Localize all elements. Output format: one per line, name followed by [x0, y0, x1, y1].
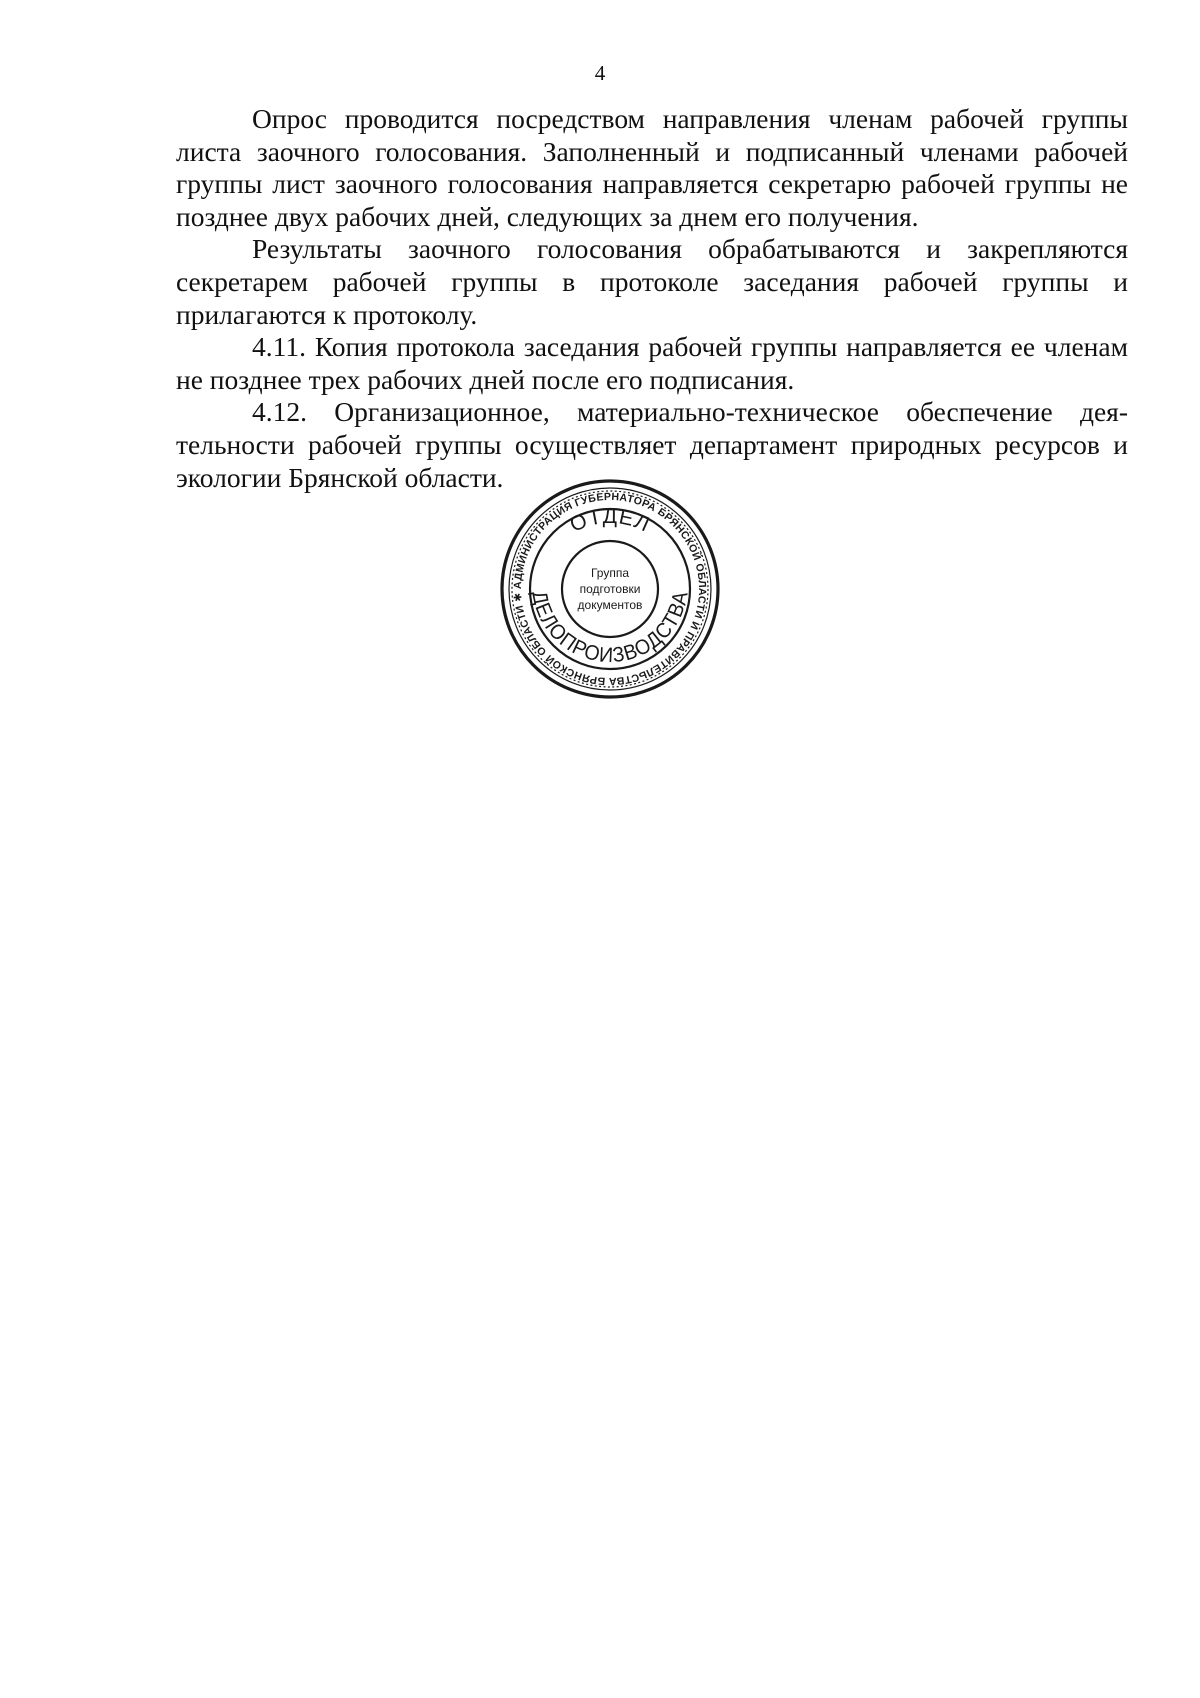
stamp-center-line-3: документов	[577, 598, 643, 612]
stamp-middle-bottom-text: ДЕЛОПРОИЗВОДСТВА	[527, 587, 693, 668]
stamp-seal-icon	[499, 478, 721, 700]
paragraph-4-11: 4.11. Копия протокола заседания рабочей группы направляется ее членам не позднее трех рабочих дней после его подписания.	[176, 331, 1128, 395]
stamp-center-line-2: подготовки	[579, 582, 641, 596]
paragraph-survey-procedure: Опрос проводится посредством направления членам рабочей группы листа заочного голосования. Заполненный и подписанный членами рабочей группы лист заочного голосования направляется секретарю рабочей группы не позднее двух рабочих дней, следующих за днем его получения.	[176, 103, 1128, 232]
document-body	[176, 103, 1128, 494]
stamp-center-line-1: Группа	[590, 566, 630, 580]
official-stamp	[499, 478, 721, 700]
paragraph-voting-results: Результаты заочного голосования обрабатываются и закрепляются секретарем рабочей группы в протоколе заседания рабочей группы и прилагаются к протоколу.	[176, 233, 1128, 330]
stamp-middle-top-text: ОТДЕЛ	[566, 504, 654, 537]
paragraph-4-12: 4.12. Организационное, материально-техническое обеспечение деятельности рабочей группы осуществляет департамент природных ресурсов и экологии Брянской области.	[176, 396, 1128, 493]
page-number: 4	[594, 61, 606, 85]
stamp-outer-text: АДМИНИСТРАЦИЯ ГУБЕРНАТОРА БРЯНСКОЙ ОБЛАСТИ И ПРАВИТЕЛЬСТВА БРЯНСКОЙ ОБЛАСТИ ✱	[511, 490, 709, 688]
